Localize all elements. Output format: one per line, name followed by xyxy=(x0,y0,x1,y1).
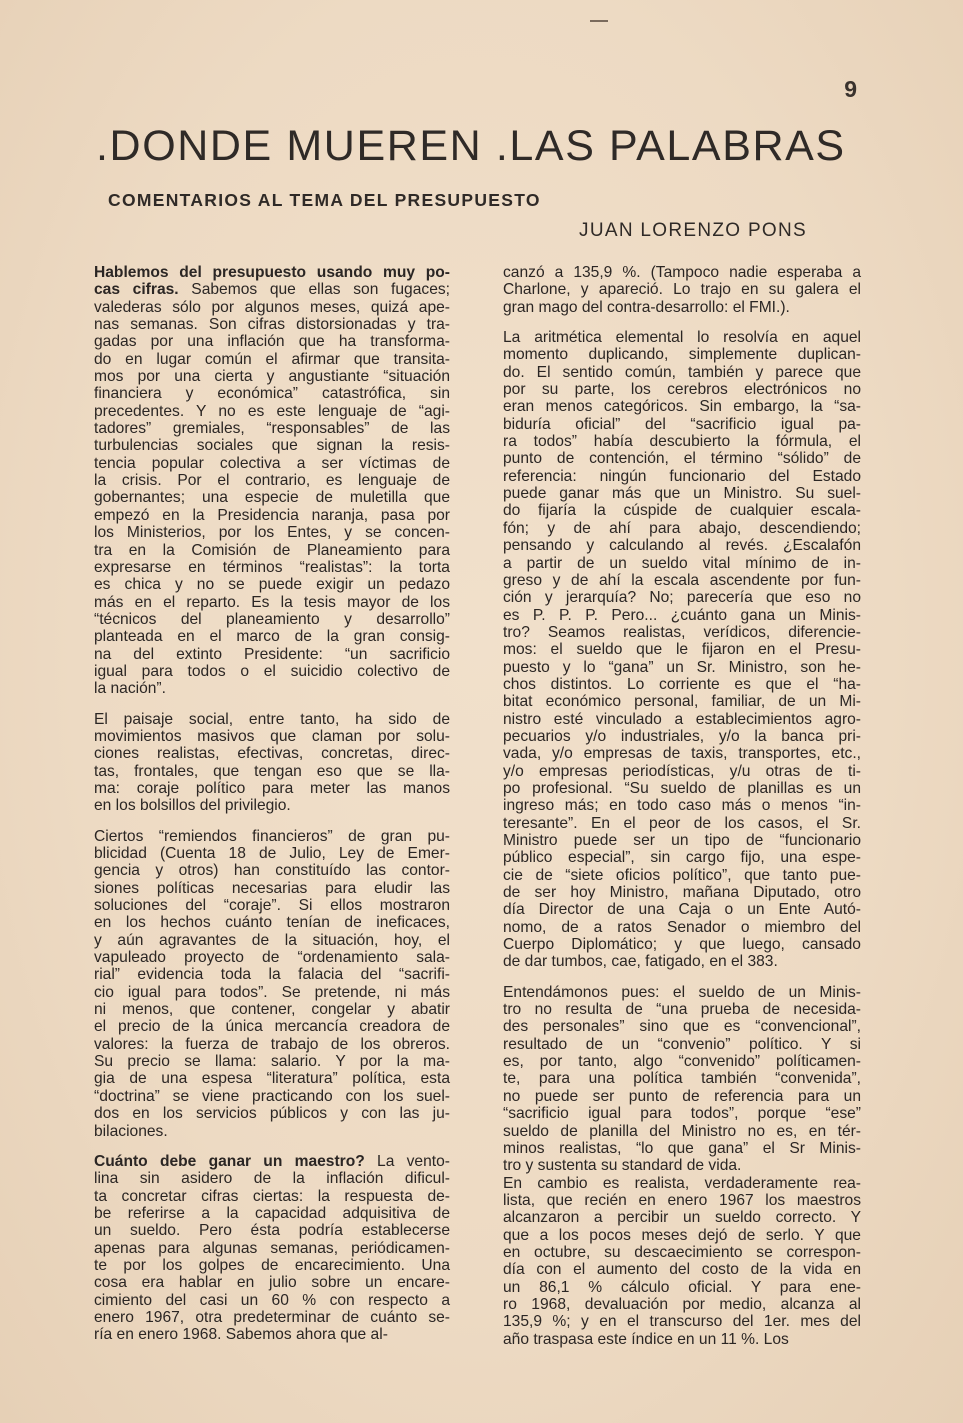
text-line: 135,9 %; y en el transcurso del 1er. mes del xyxy=(503,1313,861,1331)
text-line: un sueldo. Pero ésta podría establecerse xyxy=(94,1222,450,1240)
text-line: Ministro puede ser un tipo de “funcionario xyxy=(503,832,861,849)
text-line: ro 1968, devaluación por medio, alcanza al xyxy=(503,1295,861,1313)
text-line: gia de una espesa “literatura” política, esta xyxy=(94,1070,450,1088)
paragraph xyxy=(503,264,861,316)
text-line: punto de contención, el término “sólido” de xyxy=(503,450,861,468)
text-line: Sabemos que ellas son fugaces; xyxy=(191,281,450,299)
text-line: por su parte, los cerebros electrónicos no xyxy=(503,381,861,399)
text-line: cosa era hablar en julio sobre un encare- xyxy=(94,1274,450,1292)
text-line: te por los golpes de encarecimiento. Una xyxy=(94,1256,450,1274)
text-line: eran menos categóricos. Sin embargo, la “sa- xyxy=(503,398,861,416)
text-line: fón; y de ahí para abajo, descendiendo; xyxy=(503,519,861,537)
text-line: día con el aumento del costo de la vida en xyxy=(503,1261,861,1279)
text-line: sueldo de planilla del Ministro no es, en tér- xyxy=(503,1122,861,1140)
text-line: Cuerpo Diplomático; y que luego, cansado xyxy=(503,936,861,954)
text-line: valores: la fuerza de trabajo de los obreros. xyxy=(94,1035,450,1053)
text-line: y/o empresas periodísticas, y/u otras de ti- xyxy=(503,762,861,780)
text-line: turbulencias sociales que signan la resis- xyxy=(94,437,450,455)
text-line: te, para una política también “convenida”, xyxy=(503,1070,861,1088)
text-line: tra en la Comisión de Planeamiento para xyxy=(94,541,450,559)
text-line: ta concretar cifras ciertas: la respuesta de- xyxy=(94,1187,450,1205)
lead-in: Cuánto debe ganar un maestro? xyxy=(94,1152,365,1170)
text-line: siones políticas necesarias para eludir las xyxy=(94,879,450,897)
text-line: igual para todos o el suicidio colectivo de xyxy=(94,662,450,680)
text-line: ciones realistas, efectivas, concretas, direc- xyxy=(94,745,450,763)
text-line: na del extinto Presidente: “un sacrificio xyxy=(94,645,450,663)
text-line: soluciones del “coraje”. Si ellos mostraron xyxy=(94,897,450,915)
text-line: día Director de una Caja o un Ente Autó- xyxy=(503,901,861,919)
text-line: Ciertos “remiendos financieros” de gran pu- xyxy=(94,827,450,845)
page-number: 9 xyxy=(844,76,857,102)
paragraph xyxy=(503,1175,861,1348)
text-line: minos realistas, “lo que gana” el Sr Minis- xyxy=(503,1139,861,1157)
text-line: bilaciones. xyxy=(94,1122,168,1140)
lead-in-line-2: cas cifras. xyxy=(94,281,179,299)
text-line: ría en enero 1968. Sabemos ahora que al- xyxy=(94,1326,388,1344)
text-line: be referirse a la capacidad adquisitiva de xyxy=(94,1204,450,1222)
text-line: pecuarios y/o industriales, y/o la banca pri- xyxy=(503,727,861,745)
text-line: no puede ser punto de referencia para un xyxy=(503,1087,861,1105)
text-line: do. El sentido común, también y parece que xyxy=(503,363,861,381)
text-line: lina sin asidero de la inflación dificul- xyxy=(94,1170,450,1188)
text-line: cie de “siete oficios político”, que tanto pue- xyxy=(503,866,861,884)
text-line: teresante”. En el peor de los casos, el Sr. xyxy=(503,814,861,832)
text-line: precedentes. Y no es este lenguaje de “agi- xyxy=(94,402,450,420)
text-line: apenas para algunas semanas, periódicamen- xyxy=(94,1239,450,1257)
text-line: chos distintos. Lo corriente es que el “ha- xyxy=(503,675,861,693)
paragraph xyxy=(94,264,450,698)
text-line: año traspasa este índice en un 11 %. Los xyxy=(503,1330,789,1348)
text-line: planteada en el marco de la gran consig- xyxy=(94,628,450,646)
text-line: es, por tanto, algo “convenido” políticamen- xyxy=(503,1053,861,1071)
text-line: puede ganar más que un Ministro. Su suel- xyxy=(503,485,861,503)
text-line: resultado de un “convenio” político. Y si xyxy=(503,1035,861,1053)
text-line: Charlone, y apareció. Lo trajo en su galera el xyxy=(503,281,861,299)
text-line: enero 1967, otra predeterminar de cuánto se- xyxy=(94,1308,450,1326)
text-line: La aritmética elemental lo resolvía en aquel xyxy=(503,329,861,347)
text-line: rial” evidencia toda la falacia del “sacrifi- xyxy=(94,966,450,984)
paragraph xyxy=(94,828,450,1140)
text-line: de ser hoy Ministro, mañana Diputado, otro xyxy=(503,884,861,902)
right-column xyxy=(503,264,861,1348)
text-line: es P. P. P. Pero... ¿cuánto gana un Minis- xyxy=(503,606,861,624)
text-line: po profesional. “Su sueldo de planillas es un xyxy=(503,779,861,797)
text-line: un 86,1 % cálculo oficial. Y para ene- xyxy=(503,1278,861,1296)
text-line: dos en los servicios públicos y con las ju- xyxy=(94,1105,450,1123)
text-line: biduría oficial” del “sacrificio igual pa- xyxy=(503,415,861,433)
text-line: ingreso más; en todo caso más o menos “in- xyxy=(503,797,861,815)
text-line: tas, frontales, que tengan eso que se lla- xyxy=(94,762,450,780)
text-line: Entendámonos pues: el sueldo de un Minis- xyxy=(503,983,861,1001)
left-column xyxy=(94,264,450,1344)
text-line: nas semanas. Son cifras distorsionadas y tra- xyxy=(94,316,450,334)
text-line: a partir de un sueldo vital mínimo de in- xyxy=(503,554,861,572)
text-line: do fijaría la cúspide de cualquier escala- xyxy=(503,502,861,520)
text-line: greso y de ahí la escala ascendente por fun- xyxy=(503,571,861,589)
text-line: vapuleado proyecto de “ordenamiento sala- xyxy=(94,949,450,967)
text-line: la nación”. xyxy=(94,680,166,698)
text-line: El paisaje social, entre tanto, ha sido de xyxy=(94,710,450,728)
text-line: gadas por una inflación que ha transforma- xyxy=(94,333,450,351)
text-line: bitat económico personal, familiar, de un Mi- xyxy=(503,693,861,711)
text-line: referencia: ningún funcionario del Estado xyxy=(503,467,861,485)
article-title: .DONDE MUEREN .LAS PALABRAS xyxy=(96,122,846,170)
text-line: empezó en la Presidencia naranja, pasa por xyxy=(94,506,450,524)
text-line: expresarse en términos “realistas”: la torta xyxy=(94,558,450,576)
text-line: más en el reparto. Es la tesis mayor de los xyxy=(94,593,450,611)
text-line: la crisis. Por el contrario, es lenguaje de xyxy=(94,472,450,490)
paragraph xyxy=(94,1153,450,1344)
text-line: vada, y/o empresas de taxis, transportes, etc., xyxy=(503,745,861,763)
text-line: tro no resulta de “una prueba de necesida- xyxy=(503,1001,861,1019)
text-line: nomo, de a ratos Senador o miembro del xyxy=(503,918,861,936)
text-line: La vento- xyxy=(377,1152,450,1170)
text-line: mos: el sueldo que le fijaron en el Presu- xyxy=(503,641,861,659)
text-line: “doctrina” se viene practicando con los suel- xyxy=(94,1087,450,1105)
text-line xyxy=(94,1153,450,1170)
text-line: movimientos masivos que claman por solu- xyxy=(94,727,450,745)
text-line: ma: coraje político para meter las manos xyxy=(94,779,450,797)
text-line xyxy=(94,281,450,298)
text-line: tencia popular colectiva a ser víctimas de xyxy=(94,454,450,472)
text-line: pensando y calculando al revés. ¿Escalafón xyxy=(503,537,861,555)
text-line: Su precio se llama: salario. Y por la ma- xyxy=(94,1053,450,1071)
text-line: en los hechos cuánto tenían de ineficaces, xyxy=(94,914,450,932)
text-line: el precio de la única mercancía creadora de xyxy=(94,1018,450,1036)
text-line: puesto y lo “gana” un Sr. Ministro, son he- xyxy=(503,658,861,676)
text-line: valederas sólo por algunos meses, quizá ape- xyxy=(94,298,450,316)
text-line: mos por una cierta y angustiante “situación xyxy=(94,368,450,386)
paragraph xyxy=(503,329,861,971)
text-line: tro y sustenta su standard de vida. xyxy=(503,1157,742,1175)
text-line: gran mago del contra-desarrollo: el FMI.). xyxy=(503,298,790,316)
text-line: gencia y otros) han constituído las contor- xyxy=(94,862,450,880)
text-line: ni menos, que contener, congelar y abatir xyxy=(94,1001,450,1019)
text-line: los Ministerios, por los Entes, y se concen- xyxy=(94,524,450,542)
paragraph xyxy=(503,984,861,1175)
text-line: blicidad (Cuenta 18 de Julio, Ley de Emer- xyxy=(94,845,450,862)
lead-in-line-1: Hablemos del presupuesto usando muy po- xyxy=(94,264,450,281)
article-subtitle: COMENTARIOS AL TEMA DEL PRESUPUESTO xyxy=(108,190,541,210)
text-line: y aún agravantes de la situación, hoy, el xyxy=(94,931,450,949)
article-author: JUAN LORENZO PONS xyxy=(579,220,807,241)
top-dash-mark xyxy=(590,20,608,22)
text-line: En cambio es realista, verdaderamente rea- xyxy=(503,1174,861,1192)
text-line: nistro esté vinculado a establecimientos agro- xyxy=(503,710,861,728)
text-line: ra todos” había descubierto la fórmula, el xyxy=(503,433,861,451)
text-line: en los bolsillos del privilegio. xyxy=(94,797,291,815)
text-line: des personales” sino que es “convencional”, xyxy=(503,1018,861,1036)
paragraph xyxy=(94,711,450,815)
text-line: público especial”, sin cargo fijo, una espe- xyxy=(503,849,861,867)
text-line: en octubre, su descaecimiento se correspon- xyxy=(503,1243,861,1261)
text-line: gobernantes; una especie de muletilla que xyxy=(94,489,450,507)
text-line: “sacrificio igual para todos”, porque “ese” xyxy=(503,1105,861,1123)
text-line: tro? Seamos realistas, verídicos, diferencie- xyxy=(503,623,861,641)
text-line xyxy=(94,264,450,281)
text-line: do en lugar común el afirmar que transita- xyxy=(94,350,450,368)
text-line: es chica y no se puede exigir un pedazo xyxy=(94,576,450,594)
text-line: financiera y económica” catastrófica, sin xyxy=(94,385,450,403)
text-line: “técnicos del planeamiento y desarrollo” xyxy=(94,610,450,628)
text-line: de dar tumbos, cae, fatigado, en el 383. xyxy=(503,953,778,971)
text-line: canzó a 135,9 %. (Tampoco nadie esperaba a xyxy=(503,264,861,281)
text-line: ción y jerarquía? No; parecería que eso no xyxy=(503,589,861,607)
text-line: cimiento del casi un 60 % con respecto a xyxy=(94,1291,450,1309)
text-line: cio igual para todos”. Se pretende, ni más xyxy=(94,983,450,1001)
text-line: momento duplicando, simplemente duplican- xyxy=(503,346,861,364)
text-line: tadores” gremiales, “responsables” de las xyxy=(94,420,450,438)
text-line: que a los pocos meses dejó de serlo. Y que xyxy=(503,1226,861,1244)
text-line: alcanzaron a percibir un sueldo correcto. Y xyxy=(503,1209,861,1227)
text-line: lista, que recién en enero 1967 los maestros xyxy=(503,1191,861,1209)
